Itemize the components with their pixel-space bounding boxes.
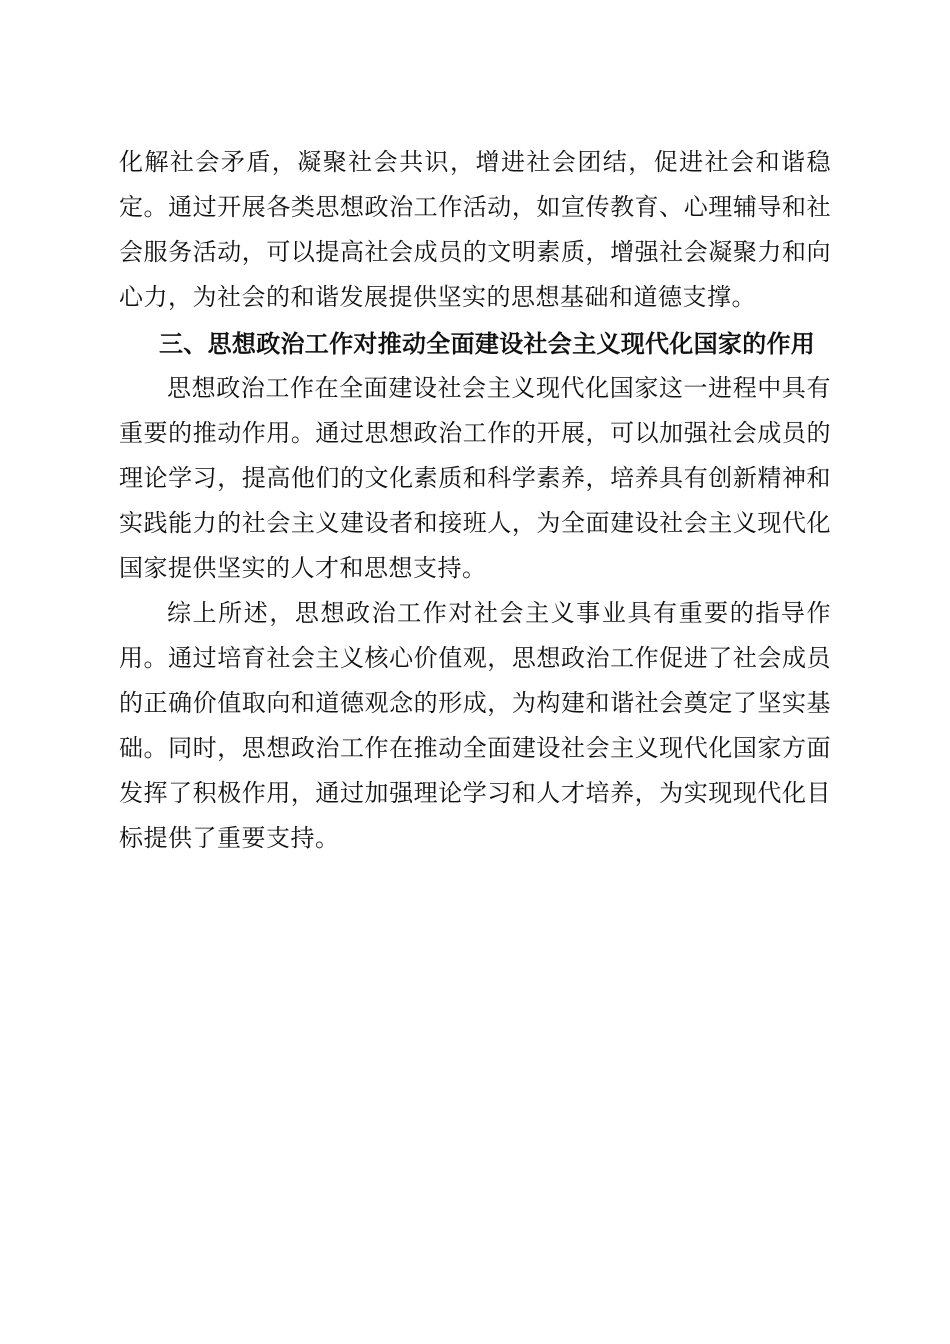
- document-page: [119, 140, 831, 861]
- paragraph-modernization-role: 思想政治工作在全面建设社会主义现代化国家这一进程中具有重要的推动作用。通过思想政治工作的开展，可以加强社会成员的理论学习，提高他们的文化素质和科学素养，培养具有创新精神和实践能力的社会主义建设者和接班人，为全面建设社会主义现代化国家提供坚实的人才和思想支持。: [119, 374, 831, 582]
- paragraph-conclusion: 综上所述，思想政治工作对社会主义事业具有重要的指导作用。通过培育社会主义核心价值观，思想政治工作促进了社会成员的正确价值取向和道德观念的形成，为构建和谐社会奠定了坚实基础。同时，思想政治工作在推动全面建设社会主义现代化国家方面发挥了积极作用，通过加强理论学习和人才培养，为实现现代化目标提供了重要支持。: [119, 599, 831, 852]
- paragraph-social-harmony: 化解社会矛盾，凝聚社会共识，增进社会团结，促进社会和谐稳定。通过开展各类思想政治工作活动，如宣传教育、心理辅导和社会服务活动，可以提高社会成员的文明素质，增强社会凝聚力和向心力，为社会的和谐发展提供坚实的思想基础和道德支撑。: [119, 148, 831, 311]
- section-heading-three: 三、思想政治工作对推动全面建设社会主义现代化国家的作用: [159, 330, 816, 358]
